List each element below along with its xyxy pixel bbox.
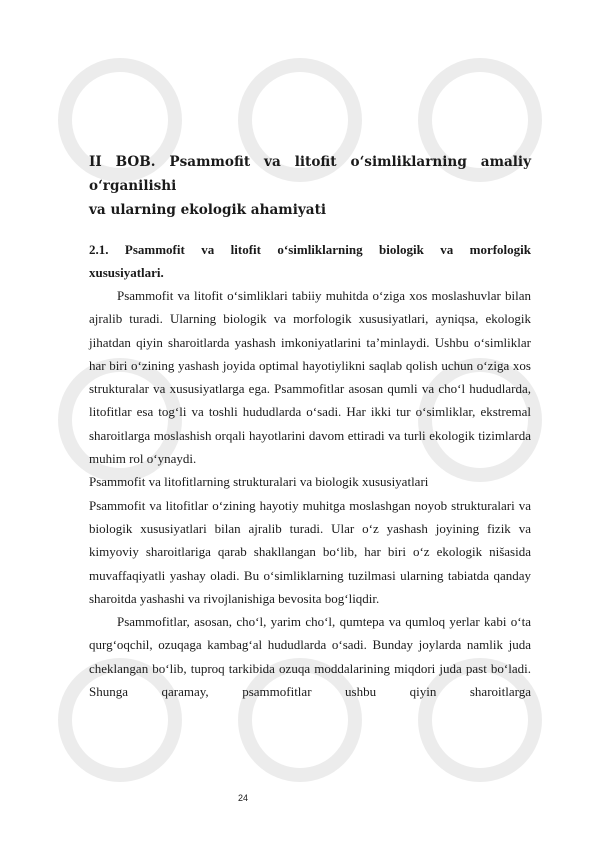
paragraph-2: Psammofit va litofitlar o‘zining hayotiy muhitga moslashgan noyob strukturalari va biologik xususiyatlari bilan ajralib turadi. Ular o‘z yashash joyining fizik va kimyoviy sharoitlariga qarab shakllangan bo‘lib, har biri o‘z ekologik nišasida muvaffaqiyatli yashay oladi. Bu o‘simliklarning tuzilmasi ularning tabiatda qanday sharoitda yashashi va rivojlanishiga bevosita bog‘liqdir.	[89, 497, 531, 606]
chapter-title-line-2: va ularning ekologik ahamiyati	[89, 202, 327, 218]
section-title-line-1: 2.1. Psammofit va litofit o‘simliklarning biologik va morfologik	[89, 242, 531, 257]
paragraph-3: Psammofitlar, asosan, cho‘l, yarim cho‘l, qumtepa va qumloq yerlar kabi o‘ta qurg‘oqchil, ozuqaga kambag‘al hududlarda o‘sadi. Bunday joylarda namlik juda cheklangan bo‘lib, tuproq tarkibida ozuqa moddalarining miqdori juda past bo‘ladi. Shunga qaramay, psammofitlar ushbu qiyin sharoitlarga	[89, 614, 531, 700]
chapter-title-line-1: II BOB. Psammofit va litofit o‘simliklarning amaliy o‘rganilishi	[89, 154, 531, 194]
page-number: 24	[237, 793, 248, 803]
section-title	[89, 238, 531, 284]
section-title-line-2: xususiyatlari.	[89, 265, 164, 280]
chapter-title	[89, 150, 531, 222]
paragraph-1: Psammofit va litofit o‘simliklari tabiiy muhitda o‘ziga xos moslashuvlar bilan ajralib turadi. Ularning biologik va morfologik xususiyatlari, ayniqsa, ekologik jihatdan qiyin sharoitlarda yashash imkoniyatlarini ta’minlaydi. Ushbu o‘simliklar har biri o‘zining yashash joyida optimal hayotiylikni saqlab qolish uchun o‘ziga xos strukturalar va xususiyatlarga ega. Psammofitlar asosan qumli va cho‘l hududlarda, litofitlar esa tog‘li va toshli hududlarda o‘sadi. Har ikki tur o‘simliklar, ekstremal sharoitlarga moslashish orqali hayotlarini davom ettiradi va turli ekologik tizimlarda muhim rol o‘ynaydi.	[89, 288, 531, 467]
subheading-paragraph: Psammofit va litofitlarning strukturalari va biologik xususiyatlari	[89, 474, 429, 490]
document-page	[89, 150, 531, 703]
